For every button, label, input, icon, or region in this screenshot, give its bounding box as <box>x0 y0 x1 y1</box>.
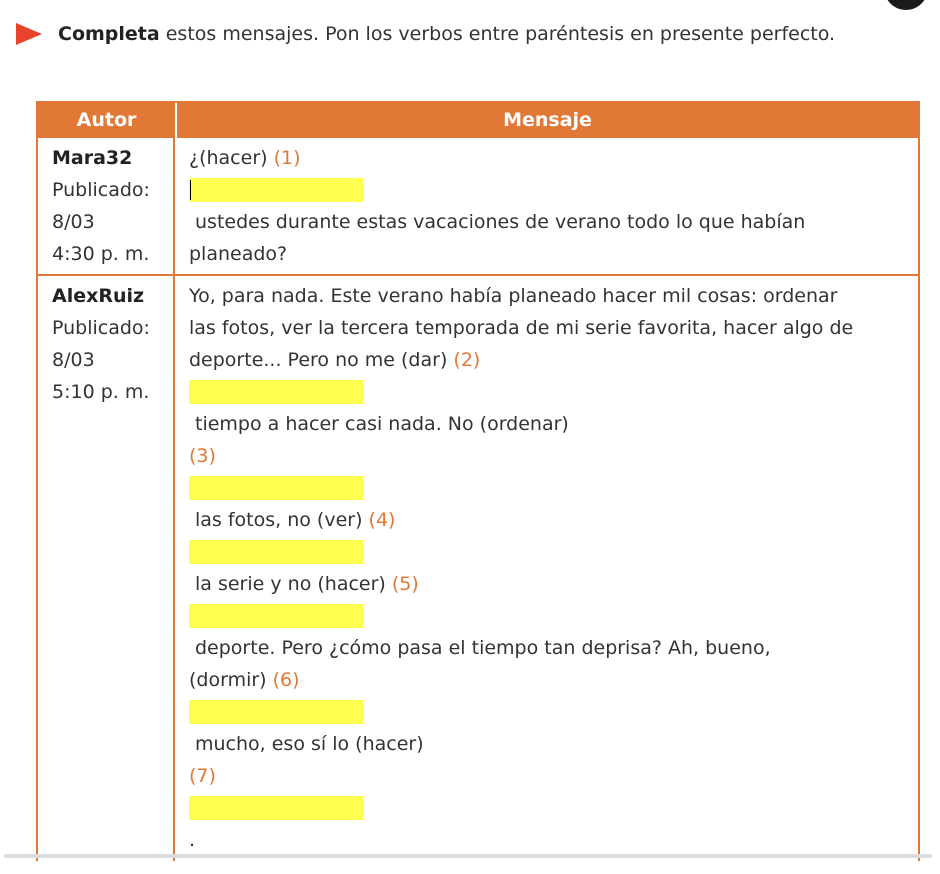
post-time: 5:10 p. m. <box>52 381 150 403</box>
message-text: Yo, para nada. Este verano había planeado hacer mil cosas: ordenar <box>189 285 838 307</box>
message-cell <box>175 276 918 861</box>
message-line <box>189 142 904 174</box>
blank-number: (7) <box>189 765 216 787</box>
table-row <box>38 138 918 274</box>
author-cell <box>38 276 175 861</box>
message-text: deporte. Pero ¿cómo pasa el tiempo tan deprisa? Ah, bueno, <box>195 637 771 659</box>
message-text: las fotos, ver la tercera temporada de mi serie favorita, hacer algo de <box>189 317 854 339</box>
message-text: ¿(hacer) <box>189 147 274 169</box>
author-cell <box>38 138 175 274</box>
header-author: Autor <box>38 103 177 138</box>
blank-slot <box>189 600 904 632</box>
blank-number: (3) <box>189 445 216 467</box>
blank-slot <box>189 696 904 728</box>
horizontal-scrollbar[interactable] <box>4 854 932 858</box>
blank-slot <box>189 536 904 568</box>
published-label: Publicado: <box>52 317 150 339</box>
answer-input-3[interactable] <box>189 476 363 500</box>
answer-input-7[interactable] <box>189 796 363 820</box>
instruction <box>16 20 926 48</box>
blank-number: (6) <box>272 669 300 691</box>
blank-slot <box>189 174 904 206</box>
blank-number: (2) <box>453 349 481 371</box>
header-message: Mensaje <box>503 109 592 131</box>
message-text: la serie y no (hacer) <box>195 573 392 595</box>
message-text: ustedes durante estas vacaciones de verano todo lo que habían <box>195 211 806 233</box>
instruction-text <box>58 20 835 48</box>
author-name: AlexRuiz <box>52 285 145 307</box>
message-cell <box>175 138 918 274</box>
post-date: 8/03 <box>52 349 95 371</box>
answer-input-6[interactable] <box>189 700 363 724</box>
table-header <box>38 103 918 138</box>
table-row <box>38 274 918 861</box>
post-date: 8/03 <box>52 211 95 233</box>
message-line <box>189 504 904 536</box>
play-arrow-icon <box>16 23 42 45</box>
message-text: . <box>189 829 196 851</box>
message-text: tiempo a hacer casi nada. No (ordenar) <box>195 413 569 435</box>
blank-slot <box>189 472 904 504</box>
corner-badge <box>884 0 928 10</box>
blank-slot <box>189 376 904 408</box>
message-text: (dormir) <box>189 669 273 691</box>
message-text: deporte... Pero no me (dar) <box>189 349 454 371</box>
blank-number: (5) <box>391 573 419 595</box>
author-name: Mara32 <box>52 147 133 169</box>
instruction-rest: estos mensajes. Pon los verbos entre paréntesis en presente perfecto. <box>159 23 836 45</box>
message-text: las fotos, no (ver) <box>195 509 369 531</box>
blank-slot <box>189 792 904 824</box>
published-label: Publicado: <box>52 179 150 201</box>
message-text: planeado? <box>189 243 288 265</box>
answer-input-1[interactable] <box>189 178 363 202</box>
text-cursor <box>190 180 191 200</box>
blank-number: (1) <box>273 147 301 169</box>
post-time: 4:30 p. m. <box>52 243 150 265</box>
blank-number: (4) <box>368 509 396 531</box>
message-line <box>189 664 904 696</box>
message-line <box>189 344 904 376</box>
messages-table <box>36 101 920 861</box>
answer-input-4[interactable] <box>189 540 363 564</box>
answer-input-5[interactable] <box>189 604 363 628</box>
answer-input-2[interactable] <box>189 380 363 404</box>
message-line <box>189 568 904 600</box>
message-text: mucho, eso sí lo (hacer) <box>195 733 424 755</box>
instruction-bold: Completa <box>58 23 160 45</box>
